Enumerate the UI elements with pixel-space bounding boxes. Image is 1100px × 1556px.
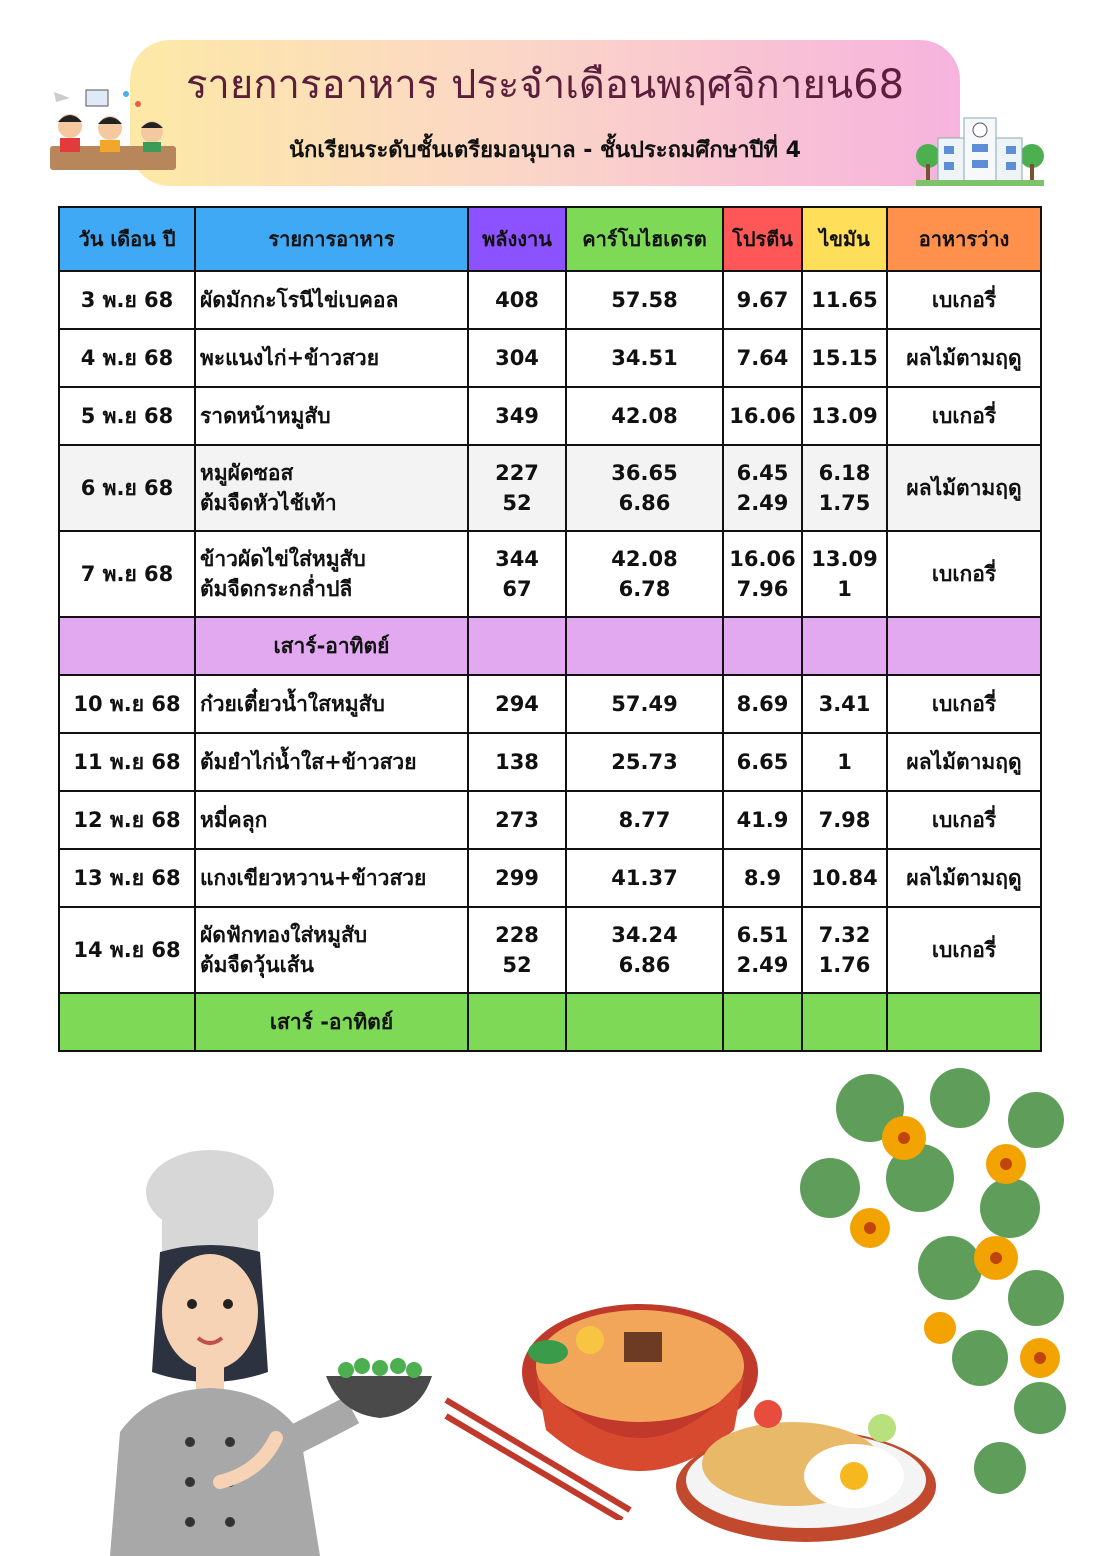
date-cell: 10 พ.ย 68 [59, 675, 195, 733]
energy-cell [468, 849, 566, 907]
food-item: ต้มจืดกระกล่ำปลี [200, 577, 353, 601]
protein-cell [723, 675, 802, 733]
food-cell [195, 849, 468, 907]
fat-value: 1 [837, 577, 852, 601]
food-item: หมูผัดซอส [200, 461, 294, 485]
fat-value: 6.18 [818, 461, 871, 485]
empty-cell [468, 993, 566, 1051]
table-row [59, 675, 1041, 733]
fat-value: 15.15 [811, 346, 878, 370]
carb-value: 6.78 [618, 577, 671, 601]
fat-cell [802, 791, 887, 849]
protein-cell [723, 271, 802, 329]
energy-cell [468, 445, 566, 531]
protein-value: 6.45 [736, 461, 789, 485]
snack-cell: ผลไม้ตามฤดู [887, 849, 1041, 907]
snack-cell: เบเกอรี่ [887, 907, 1041, 993]
energy-value: 349 [495, 404, 539, 428]
empty-cell [468, 617, 566, 675]
fat-cell [802, 531, 887, 617]
protein-value: 6.51 [736, 923, 789, 947]
empty-cell [59, 617, 195, 675]
food-item: ก๋วยเตี๋ยวน้ำใสหมูสับ [200, 692, 385, 716]
food-cell [195, 675, 468, 733]
fat-cell [802, 907, 887, 993]
energy-value: 52 [502, 953, 532, 977]
table-header-row [59, 207, 1041, 271]
carb-value: 8.77 [618, 808, 671, 832]
empty-cell [887, 617, 1041, 675]
table-row [59, 387, 1041, 445]
protein-value: 41.9 [736, 808, 789, 832]
energy-cell [468, 531, 566, 617]
date-cell: 11 พ.ย 68 [59, 733, 195, 791]
carb-value: 25.73 [611, 750, 678, 774]
energy-value: 67 [502, 577, 532, 601]
food-cell [195, 387, 468, 445]
food-cell [195, 791, 468, 849]
protein-cell [723, 445, 802, 531]
page-title: รายการอาหาร ประจำเดือนพฤศจิกายน68 [185, 62, 905, 108]
carb-cell [566, 849, 723, 907]
snack-cell: ผลไม้ตามฤดู [887, 733, 1041, 791]
header-energy: พลังงาน [468, 207, 566, 271]
food-item: แกงเขียวหวาน+ข้าวสวย [200, 866, 427, 890]
energy-value: 52 [502, 491, 532, 515]
carb-value: 6.86 [618, 953, 671, 977]
energy-value: 273 [495, 808, 539, 832]
table-row [59, 733, 1041, 791]
date-cell: 3 พ.ย 68 [59, 271, 195, 329]
carb-cell [566, 907, 723, 993]
date-cell: 4 พ.ย 68 [59, 329, 195, 387]
energy-value: 304 [495, 346, 539, 370]
food-item: ผัดมักกะโรนีไข่เบคอล [200, 288, 399, 312]
carb-cell [566, 675, 723, 733]
table-row [59, 329, 1041, 387]
fat-value: 13.09 [811, 404, 878, 428]
protein-value: 16.06 [729, 547, 796, 571]
date-cell: 14 พ.ย 68 [59, 907, 195, 993]
header-date: วัน เดือน ปี [59, 207, 195, 271]
food-item: พะแนงไก่+ข้าวสวย [200, 346, 379, 370]
food-cell [195, 733, 468, 791]
carb-value: 36.65 [611, 461, 678, 485]
protein-value: 7.96 [736, 577, 789, 601]
weekend-label: เสาร์ -อาทิตย์ [195, 993, 468, 1051]
date-cell: 12 พ.ย 68 [59, 791, 195, 849]
protein-value: 8.9 [743, 866, 782, 890]
food-item: ราดหน้าหมูสับ [200, 404, 331, 428]
menu-table [58, 206, 1042, 1052]
snack-cell: ผลไม้ตามฤดู [887, 445, 1041, 531]
snack-cell: เบเกอรี่ [887, 675, 1041, 733]
empty-cell [802, 993, 887, 1051]
fat-value: 1.76 [818, 953, 871, 977]
header-snack: อาหารว่าง [887, 207, 1041, 271]
food-cell [195, 531, 468, 617]
carb-cell [566, 387, 723, 445]
date-cell: 13 พ.ย 68 [59, 849, 195, 907]
page-subtitle: นักเรียนระดับชั้นเตรียมอนุบาล - ชั้นประถมศึกษาปีที่ 4 [289, 138, 801, 163]
school-building-illustration [916, 104, 1044, 186]
fat-value: 7.32 [818, 923, 871, 947]
energy-cell [468, 675, 566, 733]
energy-value: 294 [495, 692, 539, 716]
fat-cell [802, 675, 887, 733]
header-menu: รายการอาหาร [195, 207, 468, 271]
protein-cell [723, 791, 802, 849]
date-cell: 7 พ.ย 68 [59, 531, 195, 617]
energy-cell [468, 733, 566, 791]
energy-value: 299 [495, 866, 539, 890]
header-protein: โปรตีน [723, 207, 802, 271]
carb-value: 42.08 [611, 404, 678, 428]
protein-cell [723, 907, 802, 993]
carb-cell [566, 791, 723, 849]
snack-cell: ผลไม้ตามฤดู [887, 329, 1041, 387]
energy-cell [468, 329, 566, 387]
snack-cell: เบเกอรี่ [887, 387, 1041, 445]
carb-cell [566, 445, 723, 531]
weekend-row [59, 617, 1041, 675]
protein-value: 16.06 [729, 404, 796, 428]
carb-cell [566, 271, 723, 329]
energy-cell [468, 271, 566, 329]
protein-value: 7.64 [736, 346, 789, 370]
fat-cell [802, 271, 887, 329]
carb-value: 42.08 [611, 547, 678, 571]
carb-value: 41.37 [611, 866, 678, 890]
protein-cell [723, 329, 802, 387]
table-row [59, 849, 1041, 907]
fat-cell [802, 445, 887, 531]
header-carbohydrate: คาร์โบไฮเดรต [566, 207, 723, 271]
empty-cell [59, 993, 195, 1051]
energy-value: 228 [495, 923, 539, 947]
food-item: ต้มจืดหัวไช้เท้า [200, 491, 337, 515]
food-item: ข้าวผัดไข่ใส่หมูสับ [200, 547, 366, 571]
date-cell: 6 พ.ย 68 [59, 445, 195, 531]
fat-cell [802, 849, 887, 907]
carb-value: 57.49 [611, 692, 678, 716]
food-item: ผัดฟักทองใส่หมูสับ [200, 923, 368, 947]
carb-value: 57.58 [611, 288, 678, 312]
food-item: ต้มยำไก่น้ำใส+ข้าวสวย [200, 750, 417, 774]
fat-value: 1 [837, 750, 852, 774]
carb-cell [566, 531, 723, 617]
carb-value: 34.51 [611, 346, 678, 370]
protein-value: 9.67 [736, 288, 789, 312]
food-cell [195, 445, 468, 531]
table-row [59, 907, 1041, 993]
snack-cell: เบเกอรี่ [887, 271, 1041, 329]
kids-classroom-illustration [44, 82, 180, 174]
chef-woman-illustration [90, 1142, 450, 1556]
carb-cell [566, 329, 723, 387]
fat-value: 13.09 [811, 547, 878, 571]
table-row [59, 791, 1041, 849]
empty-cell [566, 993, 723, 1051]
date-cell: 5 พ.ย 68 [59, 387, 195, 445]
empty-cell [887, 993, 1041, 1051]
fat-cell [802, 387, 887, 445]
empty-cell [723, 993, 802, 1051]
fat-value: 3.41 [818, 692, 871, 716]
protein-value: 2.49 [736, 491, 789, 515]
protein-cell [723, 387, 802, 445]
snack-cell: เบเกอรี่ [887, 531, 1041, 617]
fat-cell [802, 733, 887, 791]
energy-value: 408 [495, 288, 539, 312]
fat-cell [802, 329, 887, 387]
empty-cell [802, 617, 887, 675]
snack-cell: เบเกอรี่ [887, 791, 1041, 849]
fat-value: 7.98 [818, 808, 871, 832]
energy-cell [468, 791, 566, 849]
protein-cell [723, 531, 802, 617]
table-row [59, 445, 1041, 531]
empty-cell [723, 617, 802, 675]
food-cell [195, 907, 468, 993]
energy-cell [468, 907, 566, 993]
fat-value: 1.75 [818, 491, 871, 515]
weekend-row [59, 993, 1041, 1051]
energy-value: 227 [495, 461, 539, 485]
food-item: หมี่คลุก [200, 808, 268, 832]
protein-value: 6.65 [736, 750, 789, 774]
food-item: ต้มจืดวุ้นเส้น [200, 953, 314, 977]
protein-cell [723, 733, 802, 791]
energy-cell [468, 387, 566, 445]
table-row [59, 531, 1041, 617]
fat-value: 10.84 [811, 866, 878, 890]
table-row [59, 271, 1041, 329]
carb-value: 6.86 [618, 491, 671, 515]
energy-value: 344 [495, 547, 539, 571]
carb-value: 34.24 [611, 923, 678, 947]
protein-cell [723, 849, 802, 907]
header-fat: ไขมัน [802, 207, 887, 271]
protein-value: 8.69 [736, 692, 789, 716]
food-cell [195, 329, 468, 387]
empty-cell [566, 617, 723, 675]
nasturtium-flowers-illustration [800, 1068, 1070, 1508]
fat-value: 11.65 [811, 288, 878, 312]
energy-value: 138 [495, 750, 539, 774]
weekend-label: เสาร์-อาทิตย์ [195, 617, 468, 675]
food-cell [195, 271, 468, 329]
protein-value: 2.49 [736, 953, 789, 977]
carb-cell [566, 733, 723, 791]
